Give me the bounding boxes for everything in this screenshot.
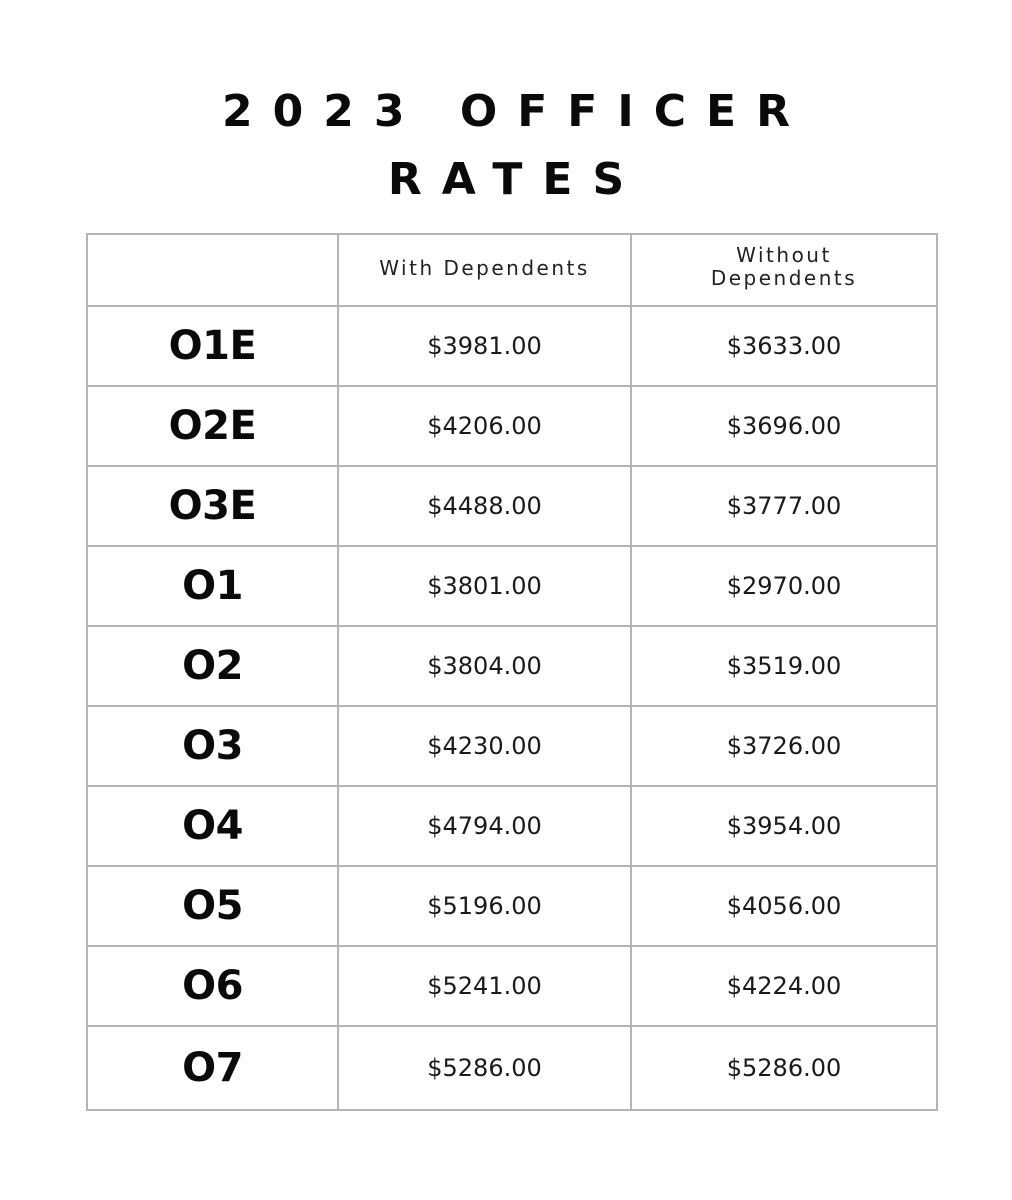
without-dependents-cell: $3696.00 bbox=[631, 386, 937, 466]
header-without-line-1: Without bbox=[736, 243, 832, 267]
header-with-dependents bbox=[338, 234, 631, 306]
with-dependents-cell: $5241.00 bbox=[338, 946, 631, 1026]
table-row bbox=[87, 386, 937, 466]
table-row bbox=[87, 786, 937, 866]
without-dependents-cell: $3954.00 bbox=[631, 786, 937, 866]
without-dependents-cell: $5286.00 bbox=[631, 1026, 937, 1110]
table-row bbox=[87, 306, 937, 386]
with-dependents-cell: $3981.00 bbox=[338, 306, 631, 386]
without-dependents-cell: $4056.00 bbox=[631, 866, 937, 946]
header-without-line-2: Dependents bbox=[710, 266, 858, 290]
table-row bbox=[87, 546, 937, 626]
grade-cell: O4 bbox=[87, 786, 338, 866]
without-dependents-cell: $3633.00 bbox=[631, 306, 937, 386]
without-dependents-cell: $3726.00 bbox=[631, 706, 937, 786]
with-dependents-cell: $3801.00 bbox=[338, 546, 631, 626]
table-row bbox=[87, 1026, 937, 1110]
grade-cell: O1E bbox=[87, 306, 338, 386]
table-row bbox=[87, 626, 937, 706]
grade-cell: O3E bbox=[87, 466, 338, 546]
header-corner-cell bbox=[87, 234, 338, 306]
grade-cell: O7 bbox=[87, 1026, 338, 1110]
with-dependents-cell: $5286.00 bbox=[338, 1026, 631, 1110]
table-row bbox=[87, 706, 937, 786]
page-title-line-1: 2023 OFFICER bbox=[222, 86, 810, 137]
with-dependents-cell: $4794.00 bbox=[338, 786, 631, 866]
table-row bbox=[87, 946, 937, 1026]
table-row bbox=[87, 466, 937, 546]
without-dependents-cell: $3777.00 bbox=[631, 466, 937, 546]
with-dependents-cell: $3804.00 bbox=[338, 626, 631, 706]
with-dependents-cell: $4206.00 bbox=[338, 386, 631, 466]
without-dependents-cell: $4224.00 bbox=[631, 946, 937, 1026]
page-title-line-2: RATES bbox=[387, 154, 645, 205]
header-without-dependents-label bbox=[711, 244, 857, 290]
officer-rates-table bbox=[86, 233, 938, 1111]
table-header-row bbox=[87, 234, 937, 306]
grade-cell: O2E bbox=[87, 386, 338, 466]
table-row bbox=[87, 866, 937, 946]
without-dependents-cell: $3519.00 bbox=[631, 626, 937, 706]
with-dependents-cell: $4488.00 bbox=[338, 466, 631, 546]
without-dependents-cell: $2970.00 bbox=[631, 546, 937, 626]
grade-cell: O1 bbox=[87, 546, 338, 626]
grade-cell: O2 bbox=[87, 626, 338, 706]
header-with-dependents-label: With Dependents bbox=[379, 255, 590, 280]
grade-cell: O5 bbox=[87, 866, 338, 946]
grade-cell: O6 bbox=[87, 946, 338, 1026]
header-without-dependents bbox=[631, 234, 937, 306]
with-dependents-cell: $5196.00 bbox=[338, 866, 631, 946]
grade-cell: O3 bbox=[87, 706, 338, 786]
with-dependents-cell: $4230.00 bbox=[338, 706, 631, 786]
